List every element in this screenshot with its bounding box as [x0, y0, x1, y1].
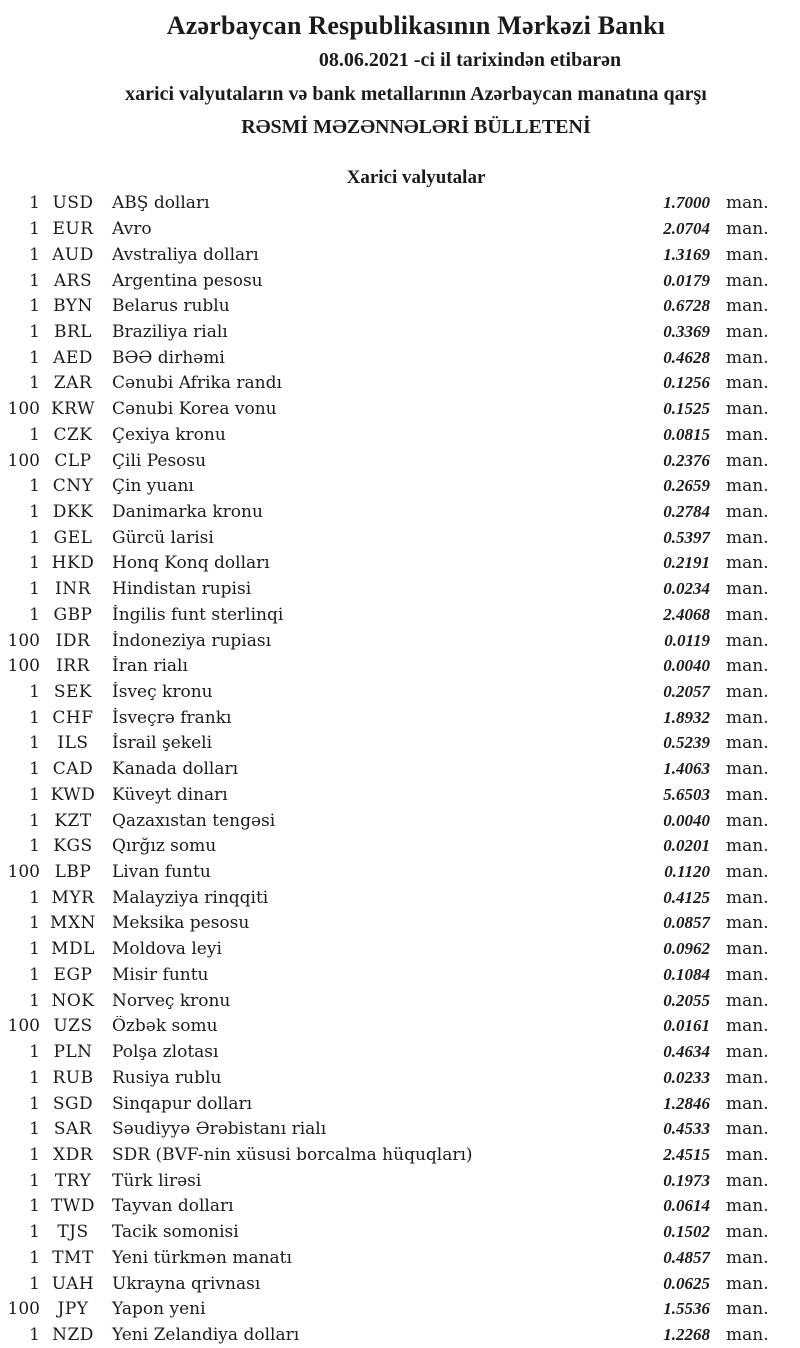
quantity-value: 1	[29, 707, 40, 728]
table-row	[0, 833, 772, 859]
currency-name: Cənubi Korea vonu	[112, 399, 277, 420]
currency-code: DKK	[52, 501, 94, 522]
quantity-value: 1	[29, 1222, 40, 1243]
currency-code: IRR	[56, 656, 90, 677]
quantity-value: 1	[29, 1093, 40, 1114]
currency-code: IDR	[55, 630, 91, 651]
exchange-rate: 1.8932	[663, 707, 710, 727]
currency-code: MYR	[51, 887, 95, 908]
table-row	[0, 731, 772, 757]
table-row	[0, 1116, 772, 1142]
currency-code: EUR	[52, 219, 94, 240]
exchange-rate: 0.0815	[663, 424, 710, 444]
quantity-value: 1	[29, 501, 40, 522]
currency-name: Özbək somu	[112, 1016, 218, 1037]
currency-name: Sinqapur dolları	[112, 1093, 253, 1114]
exchange-rate: 0.0233	[663, 1067, 710, 1087]
currency-name: SDR (BVF-nin xüsusi borcalma hüquqları)	[112, 1144, 473, 1165]
table-row	[0, 216, 772, 242]
unit-label: man.	[726, 1016, 769, 1037]
exchange-rate: 1.7000	[663, 193, 710, 213]
currency-name: Meksika pesosu	[112, 913, 250, 934]
table-row	[0, 396, 772, 422]
currency-code: MDL	[51, 939, 95, 960]
exchange-rate: 0.4125	[663, 887, 710, 907]
currency-name: Polşa zlotası	[112, 1042, 219, 1063]
unit-label: man.	[726, 1222, 769, 1243]
effective-date-line: 08.06.2021 -ci il tarixindən etibarən	[318, 49, 622, 71]
currency-code: NZD	[52, 1324, 94, 1345]
exchange-rate: 0.1973	[663, 1170, 710, 1190]
exchange-rate: 0.3369	[663, 321, 710, 341]
currency-name: İran rialı	[112, 656, 188, 677]
exchange-rate: 2.4068	[663, 604, 710, 624]
table-row	[0, 551, 772, 577]
unit-label: man.	[726, 1247, 769, 1268]
quantity-value: 1	[29, 244, 40, 265]
table-row	[0, 422, 772, 448]
quantity-value: 100	[7, 450, 40, 471]
unit-label: man.	[726, 1144, 769, 1165]
table-row	[0, 448, 772, 474]
currency-name: Qırğız somu	[112, 836, 217, 857]
quantity-value: 1	[29, 1144, 40, 1165]
quantity-value: 1	[29, 733, 40, 754]
table-row	[0, 473, 772, 499]
currency-name: Moldova leyi	[112, 939, 222, 960]
unit-label: man.	[726, 784, 769, 805]
currency-code: SGD	[52, 1093, 94, 1114]
unit-label: man.	[726, 887, 769, 908]
unit-label: man.	[726, 244, 769, 265]
quantity-value: 1	[29, 193, 40, 214]
table-row	[0, 962, 772, 988]
quantity-value: 1	[29, 887, 40, 908]
unit-label: man.	[726, 501, 769, 522]
unit-label: man.	[726, 527, 769, 548]
exchange-rate: 0.0614	[663, 1196, 710, 1216]
table-row	[0, 808, 772, 834]
exchange-rate: 0.0179	[663, 270, 710, 290]
exchange-rate: 1.2268	[663, 1324, 710, 1344]
currency-name: İndoneziya rupiası	[112, 630, 272, 651]
table-row	[0, 782, 772, 808]
currency-name: İsveç kronu	[112, 682, 213, 703]
exchange-rate: 0.4857	[663, 1247, 710, 1267]
quantity-value: 100	[7, 862, 40, 883]
table-row	[0, 988, 772, 1014]
quantity-value: 1	[29, 1196, 40, 1217]
unit-label: man.	[726, 1170, 769, 1191]
currency-code: UAH	[51, 1273, 95, 1294]
exchange-rate: 0.2055	[663, 990, 710, 1010]
currency-name: BƏƏ dirhəmi	[112, 347, 225, 368]
quantity-value: 1	[29, 219, 40, 240]
table-row	[0, 628, 772, 654]
currency-name: Avstraliya dolları	[112, 244, 259, 265]
exchange-rate: 0.1084	[663, 964, 710, 984]
currency-name: Yeni türkmən manatı	[112, 1247, 292, 1268]
unit-label: man.	[726, 1067, 769, 1088]
currency-code: AUD	[52, 244, 94, 265]
table-row	[0, 345, 772, 371]
unit-label: man.	[726, 964, 769, 985]
currency-name: Avro	[112, 219, 152, 240]
exchange-rate: 0.2784	[663, 501, 710, 521]
table-row	[0, 1039, 772, 1065]
unit-label: man.	[726, 553, 769, 574]
currency-code: SAR	[53, 1119, 93, 1140]
table-row	[0, 1142, 772, 1168]
exchange-rate: 2.0704	[663, 219, 710, 239]
table-row	[0, 756, 772, 782]
quantity-value: 100	[7, 399, 40, 420]
currency-name: İngilis funt sterlinqi	[112, 604, 284, 625]
currency-name: Danimarka kronu	[112, 501, 263, 522]
currency-code: USD	[52, 193, 94, 214]
table-row	[0, 1271, 772, 1297]
unit-label: man.	[726, 321, 769, 342]
exchange-rate: 0.2191	[663, 553, 710, 573]
currency-name: Livan funtu	[112, 862, 211, 883]
unit-label: man.	[726, 1119, 769, 1140]
exchange-rate: 1.2846	[663, 1093, 710, 1113]
table-row	[0, 1322, 772, 1348]
table-row	[0, 936, 772, 962]
currency-name: Malayziya rinqqiti	[112, 887, 269, 908]
exchange-rate: 0.4634	[663, 1042, 710, 1062]
quantity-value: 1	[29, 1067, 40, 1088]
bank-title: Azərbaycan Respublikasının Mərkəzi Bankı	[166, 11, 666, 40]
currency-name: Tacik somonisi	[112, 1222, 239, 1243]
quantity-value: 1	[29, 1324, 40, 1345]
currency-name: Misir funtu	[112, 964, 209, 985]
currency-code: KRW	[50, 399, 96, 420]
unit-label: man.	[726, 836, 769, 857]
table-row	[0, 911, 772, 937]
unit-label: man.	[726, 1196, 769, 1217]
currency-code: CLP	[54, 450, 92, 471]
currency-name: Küveyt dinarı	[112, 784, 228, 805]
scope-line: xarici valyutaların və bank metallarının Azərbaycan manatına qarşı	[125, 82, 707, 105]
exchange-rate: 0.0161	[663, 1016, 710, 1036]
unit-label: man.	[726, 450, 769, 471]
quantity-value: 1	[29, 373, 40, 394]
quantity-value: 100	[7, 656, 40, 677]
currency-name: Yeni Zelandiya dolları	[112, 1324, 300, 1345]
unit-label: man.	[726, 733, 769, 754]
exchange-rate: 0.1256	[663, 373, 710, 393]
quantity-value: 1	[29, 682, 40, 703]
unit-label: man.	[726, 219, 769, 240]
unit-label: man.	[726, 579, 769, 600]
currency-name: Türk lirəsi	[112, 1170, 202, 1191]
currency-code: TMT	[52, 1247, 94, 1268]
unit-label: man.	[726, 913, 769, 934]
currency-code: KWD	[50, 784, 96, 805]
quantity-value: 1	[29, 270, 40, 291]
unit-label: man.	[726, 399, 769, 420]
unit-label: man.	[726, 810, 769, 831]
table-row	[0, 499, 772, 525]
currency-name: Braziliya rialı	[112, 321, 228, 342]
currency-rates-table	[0, 191, 800, 1348]
exchange-rate: 0.0040	[663, 656, 710, 676]
quantity-value: 1	[29, 553, 40, 574]
currency-code: CZK	[53, 424, 93, 445]
exchange-rate: 0.0857	[663, 913, 710, 933]
currency-name: Qazaxıstan tengəsi	[112, 810, 276, 831]
currency-code: LBP	[54, 862, 92, 883]
unit-label: man.	[726, 270, 769, 291]
table-row	[0, 1245, 772, 1271]
exchange-rate: 0.2659	[663, 476, 710, 496]
table-row	[0, 242, 772, 268]
currency-name: Ukrayna qrivnası	[112, 1273, 261, 1294]
unit-label: man.	[726, 476, 769, 497]
currency-name: Hindistan rupisi	[112, 579, 252, 600]
table-row	[0, 1065, 772, 1091]
unit-label: man.	[726, 682, 769, 703]
unit-label: man.	[726, 759, 769, 780]
table-row	[0, 525, 772, 551]
quantity-value: 100	[7, 1299, 40, 1320]
quantity-value: 1	[29, 579, 40, 600]
table-row	[0, 191, 772, 217]
currency-name: Çili Pesosu	[112, 450, 207, 471]
exchange-rate: 1.3169	[663, 244, 710, 264]
currency-name: Honq Konq dolları	[112, 553, 270, 574]
currency-name: Çin yuanı	[112, 476, 194, 497]
currency-name: Kanada dolları	[112, 759, 239, 780]
exchange-rate: 2.4515	[663, 1144, 710, 1164]
currency-code: HKD	[51, 553, 95, 574]
quantity-value: 1	[29, 476, 40, 497]
quantity-value: 1	[29, 347, 40, 368]
currency-code: ILS	[57, 733, 89, 754]
quantity-value: 100	[7, 630, 40, 651]
currency-name: Səudiyyə Ərəbistanı rialı	[112, 1119, 327, 1140]
unit-label: man.	[726, 424, 769, 445]
currency-code: CHF	[52, 707, 94, 728]
table-row	[0, 885, 772, 911]
table-row	[0, 859, 772, 885]
unit-label: man.	[726, 862, 769, 883]
exchange-rate: 1.5536	[663, 1299, 710, 1319]
currency-name: Yapon yeni	[112, 1299, 206, 1320]
exchange-rate: 0.2376	[663, 450, 710, 470]
unit-label: man.	[726, 1042, 769, 1063]
quantity-value: 1	[29, 604, 40, 625]
currency-code: TWD	[51, 1196, 95, 1217]
currency-name: Belarus rublu	[112, 296, 230, 317]
currency-code: AED	[53, 347, 93, 368]
table-row	[0, 1168, 772, 1194]
exchange-rate: 0.0201	[663, 836, 710, 856]
section-title-foreign-currencies: Xarici valyutalar	[346, 166, 486, 188]
unit-label: man.	[726, 656, 769, 677]
exchange-rate: 0.1525	[663, 399, 710, 419]
currency-name: Cənubi Afrika randı	[112, 373, 282, 394]
table-row	[0, 679, 772, 705]
currency-code: ARS	[53, 270, 93, 291]
exchange-rate: 0.2057	[663, 682, 710, 702]
table-row	[0, 1296, 772, 1322]
exchange-rate: 0.1502	[663, 1222, 710, 1242]
currency-code: CAD	[52, 759, 94, 780]
unit-label: man.	[726, 1093, 769, 1114]
currency-name: Tayvan dolları	[112, 1196, 234, 1217]
table-row	[0, 602, 772, 628]
unit-label: man.	[726, 1299, 769, 1320]
currency-code: CNY	[52, 476, 94, 497]
exchange-rate: 5.6503	[663, 784, 710, 804]
quantity-value: 1	[29, 939, 40, 960]
currency-code: KZT	[54, 810, 92, 831]
currency-code: SEK	[53, 682, 93, 703]
currency-code: TJS	[57, 1222, 89, 1243]
bulletin-title-line: RƏSMİ MƏZƏNNƏLƏRİ BÜLLETENİ	[241, 116, 591, 138]
exchange-rate: 1.4063	[663, 759, 710, 779]
currency-code: KGS	[53, 836, 93, 857]
unit-label: man.	[726, 990, 769, 1011]
exchange-rate: 0.0962	[663, 939, 710, 959]
currency-code: RUB	[52, 1067, 94, 1088]
currency-code: GBP	[53, 604, 93, 625]
table-row	[0, 1014, 772, 1040]
currency-code: ZAR	[53, 373, 93, 394]
table-row	[0, 1194, 772, 1220]
currency-code: MXN	[50, 913, 96, 934]
exchange-rate: 0.0234	[663, 579, 710, 599]
currency-name: Argentina pesosu	[112, 270, 263, 291]
quantity-value: 1	[29, 296, 40, 317]
quantity-value: 1	[29, 424, 40, 445]
table-row	[0, 371, 772, 397]
currency-name: Rusiya rublu	[112, 1067, 222, 1088]
quantity-value: 1	[29, 759, 40, 780]
currency-code: TRY	[54, 1170, 92, 1191]
unit-label: man.	[726, 193, 769, 214]
quantity-value: 1	[29, 810, 40, 831]
table-row	[0, 293, 772, 319]
quantity-value: 100	[7, 1016, 40, 1037]
quantity-value: 1	[29, 1119, 40, 1140]
currency-code: GEL	[53, 527, 93, 548]
exchange-rate: 0.0625	[663, 1273, 710, 1293]
table-row	[0, 1091, 772, 1117]
exchange-rate: 0.5397	[663, 527, 710, 547]
exchange-rate: 0.6728	[663, 296, 710, 316]
quantity-value: 1	[29, 1170, 40, 1191]
currency-name: ABŞ dolları	[112, 193, 210, 214]
quantity-value: 1	[29, 1247, 40, 1268]
quantity-value: 1	[29, 784, 40, 805]
currency-code: NOK	[51, 990, 95, 1011]
quantity-value: 1	[29, 964, 40, 985]
currency-code: JPY	[57, 1299, 89, 1320]
currency-code: BYN	[53, 296, 93, 317]
currency-code: PLN	[53, 1042, 93, 1063]
quantity-value: 1	[29, 990, 40, 1011]
exchange-rate: 0.5239	[663, 733, 710, 753]
currency-code: BRL	[53, 321, 93, 342]
currency-name: İsrail şekeli	[112, 733, 212, 754]
quantity-value: 1	[29, 1273, 40, 1294]
table-row	[0, 705, 772, 731]
quantity-value: 1	[29, 1042, 40, 1063]
unit-label: man.	[726, 296, 769, 317]
exchange-rate: 0.4533	[663, 1119, 710, 1139]
table-row	[0, 1219, 772, 1245]
unit-label: man.	[726, 939, 769, 960]
currency-name: Gürcü larisi	[112, 527, 214, 548]
unit-label: man.	[726, 707, 769, 728]
currency-code: EGP	[53, 964, 93, 985]
quantity-value: 1	[29, 913, 40, 934]
unit-label: man.	[726, 604, 769, 625]
quantity-value: 1	[29, 321, 40, 342]
currency-code: INR	[55, 579, 91, 600]
table-row	[0, 653, 772, 679]
unit-label: man.	[726, 373, 769, 394]
exchange-rate: 0.0119	[664, 630, 710, 650]
quantity-value: 1	[29, 527, 40, 548]
exchange-rate: 0.4628	[663, 347, 710, 367]
exchange-rate: 0.0040	[663, 810, 710, 830]
unit-label: man.	[726, 347, 769, 368]
currency-name: Çexiya kronu	[112, 424, 226, 445]
currency-code: XDR	[52, 1144, 94, 1165]
quantity-value: 1	[29, 836, 40, 857]
currency-name: Norveç kronu	[112, 990, 231, 1011]
unit-label: man.	[726, 1273, 769, 1294]
table-row	[0, 268, 772, 294]
currency-name: İsveçrə frankı	[112, 707, 232, 728]
unit-label: man.	[726, 1324, 769, 1345]
table-row	[0, 576, 772, 602]
table-row	[0, 319, 772, 345]
exchange-rate: 0.1120	[664, 862, 710, 882]
currency-code: UZS	[53, 1016, 93, 1037]
bulletin-header	[0, 0, 800, 145]
unit-label: man.	[726, 630, 769, 651]
